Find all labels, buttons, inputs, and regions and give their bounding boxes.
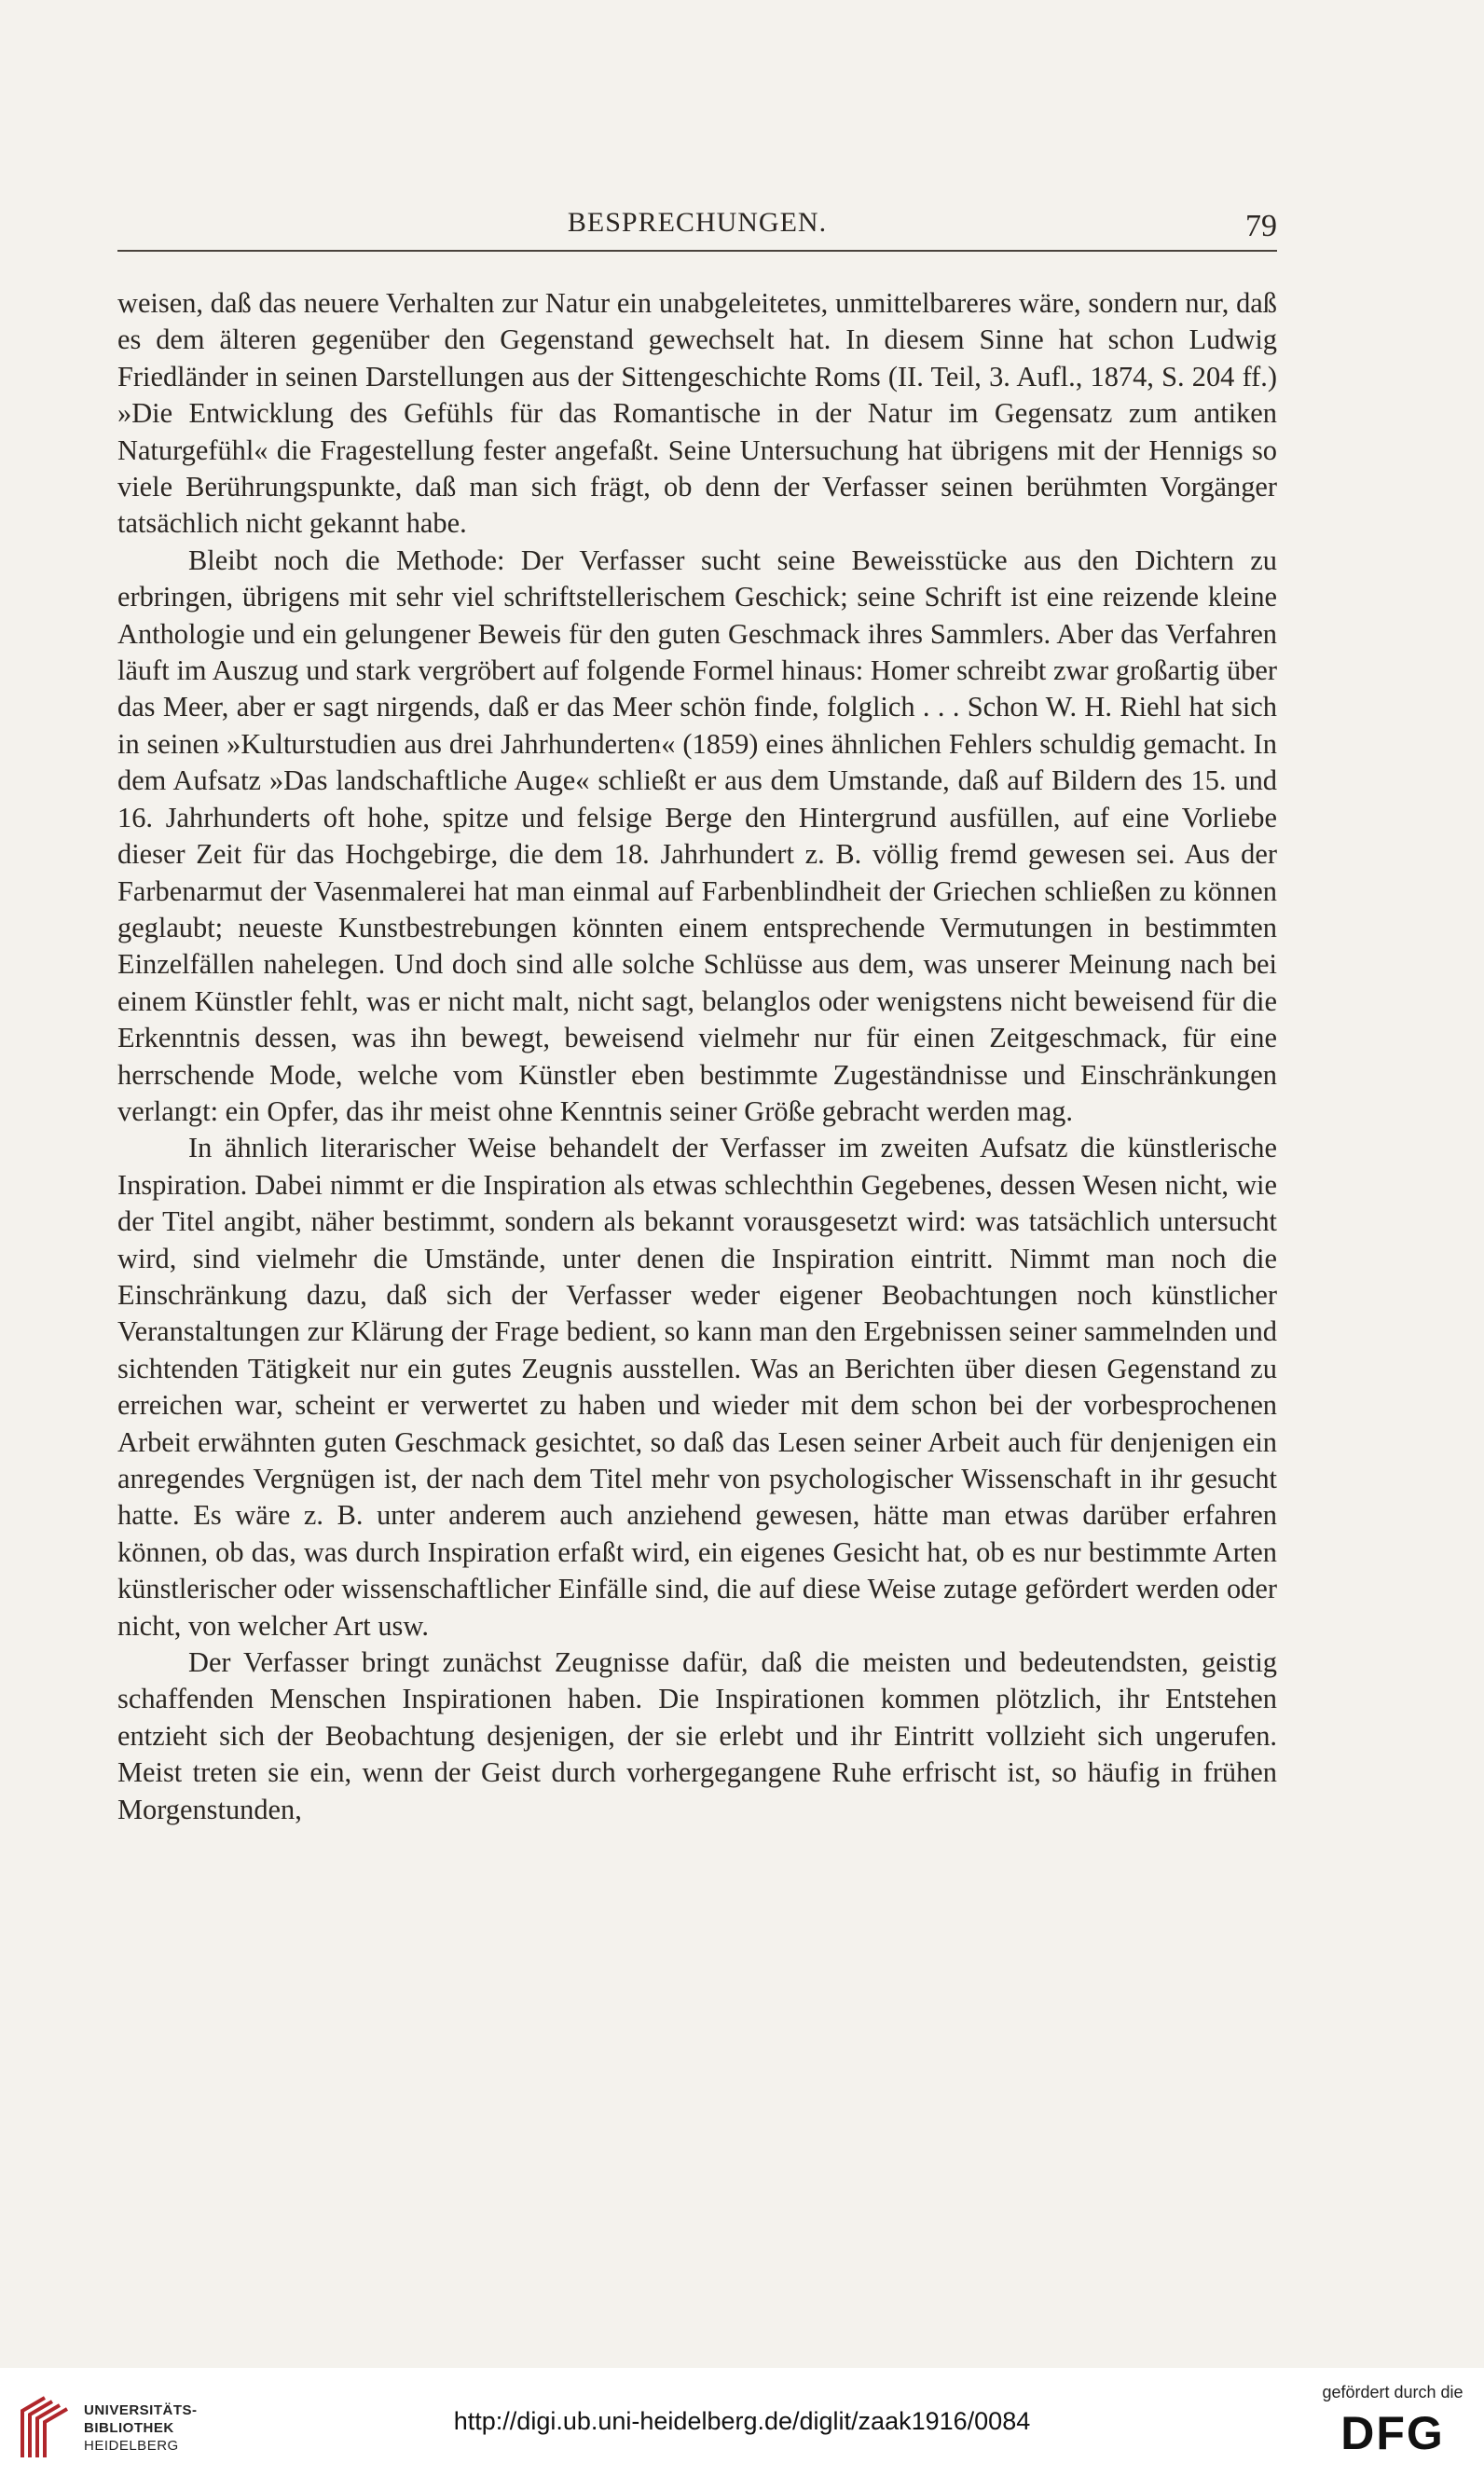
paragraph: Bleibt noch die Methode: Der Verfasser sucht seine Beweisstücke aus den Dichtern zu erbringen, übrigens mit sehr viel schriftstellerischem Geschick; seine Schrift ist eine reizende kleine Anthologie und ein gelungener Beweis für den guten Geschmack ihres Sammlers. Aber das Verfahren läuft im Auszug und stark vergröbert auf folgende Formel hinaus: Homer schreibt zwar großartig über das Meer, aber er sagt nirgends, daß er das Meer schön finde, folglich . . . Schon W. H. Riehl hat sich in seinen »Kulturstudien aus drei Jahrhunderten« (1859) eines ähnlichen Fehlers schuldig gemacht. In dem Aufsatz »Das landschaftliche Auge« schließt er aus dem Umstande, daß auf Bildern des 15. und 16. Jahrhunderts oft hohe, spitze und felsige Berge den Hintergrund ausfüllen, auf eine Vorliebe dieser Zeit für das Hochgebirge, die dem 18. Jahrhundert z. B. völlig fremd gewesen sei. Aus der Farbenarmut der Vasenmalerei hat man einmal auf Farbenblindheit der Griechen schließen zu können geglaubt; neueste Kunstbestrebungen könnten einem entsprechende Vermutungen in bestimmten Einzelfällen nahelegen. Und doch sind alle solche Schlüsse aus dem, was unserer Meinung nach bei einem Künstler fehlt, was er nicht malt, nicht sagt, belanglos oder wenigstens nicht beweisend für die Erkenntnis dessen, was ihn bewegt, beweisend vielmehr nur für einen Zeitgeschmack, für eine herrschende Mode, welche vom Künstler eben bestimmte Zugeständnisse und Einschränkungen verlangt: ein Opfer, das ihr meist ohne Kenntnis seiner Größe gebracht werden mag. <box>117 544 1277 1127</box>
page-number: 79 <box>1245 209 1277 243</box>
library-name-line: BIBLIOTHEK <box>84 2420 174 2436</box>
library-name-line: HEIDELBERG <box>84 2438 179 2454</box>
running-head <box>117 207 1277 248</box>
body-text <box>117 285 1277 1828</box>
sponsor[interactable] <box>1318 2383 1467 2459</box>
header-rule <box>117 250 1277 252</box>
paragraph: In ähnlich literarischer Weise behandelt der Verfasser im zweiten Aufsatz die künstlerische Inspiration. Dabei nimmt er die Inspiration als etwas schlechthin Gegebenes, dessen Wesen nicht, wie der Titel angibt, näher bestimmt, sondern als bekannt vorausgesetzt wird: was tatsächlich untersucht wird, sind vielmehr die Umstände, unter denen die Inspiration eintritt. Nimmt man noch die Einschränkung dazu, daß sich der Verfasser weder eigener Beobachtungen noch künstlicher Veranstaltungen zur Klärung der Frage bedient, so kann man den Ergebnissen seiner sammelnden und sichtenden Tätigkeit nur ein gutes Zeugnis ausstellen. Was an Berichten über diesen Gegenstand zu erreichen war, scheint er verwertet zu haben und wieder mit dem schon bei der vorbesprochenen Arbeit erwähnten guten Geschmack gesichtet, so daß das Lesen seiner Arbeit auch für denjenigen ein anregendes Vergnügen ist, der nach dem Titel mehr von psychologischer Wissenschaft in ihr gesucht hatte. Es wäre z. B. unter anderem auch anziehend gewesen, hätte man etwas darüber erfahren können, ob das, was durch Inspiration erfaßt wird, ein eigenes Gesicht hat, ob es nur bestimmte Arten künstlerischer oder wissenschaftlicher Einfälle sind, die auf diese Weise zutage gefördert werden oder nicht, von welcher Art usw. <box>117 1132 1277 1642</box>
paragraph: weisen, daß das neuere Verhalten zur Natur ein unabgeleitetes, unmittelbareres wäre, sondern nur, daß es dem älteren gegenüber den Gegenstand gewechselt hat. In diesem Sinne hat schon Ludwig Friedländer in seinen Darstellungen aus der Sittengeschichte Roms (II. Teil, 3. Aufl., 1874, S. 204 ff.) »Die Entwicklung des Gefühls für das Romantische in der Natur im Gegensatz zum antiken Naturgefühl« die Fragestellung fester angefaßt. Seine Untersuchung hat übrigens mit der Hennigs so viele Berührungspunkte, daß man sich frägt, ob denn der Verfasser seinen berühmten Vorgänger tatsächlich nicht gekannt habe. <box>117 287 1277 540</box>
sponsor-label: gefördert durch die <box>1322 2383 1463 2401</box>
library-name-line: UNIVERSITÄTS- <box>84 2402 198 2418</box>
permalink-url[interactable]: http://digi.ub.uni-heidelberg.de/diglit/zaak1916/0084 <box>453 2407 1031 2435</box>
footer-bar <box>0 2368 1484 2477</box>
dfg-logo: DFG <box>1340 2407 1445 2459</box>
running-title: BESPRECHUNGEN. <box>567 207 828 238</box>
paragraph: Der Verfasser bringt zunächst Zeugnisse dafür, daß die meisten und bedeutendsten, geistig schaffenden Menschen Inspirationen haben. Die Inspirationen kommen plötzlich, ihr Entstehen entzieht sich der Beobachtung desjenigen, der sie erlebt und ihr Eintritt vollzieht sich ungerufen. Meist treten sie ein, wenn der Geist durch vorhergegangene Ruhe erfrischt ist, so häufig in frühen Morgenstunden, <box>117 1646 1277 1825</box>
